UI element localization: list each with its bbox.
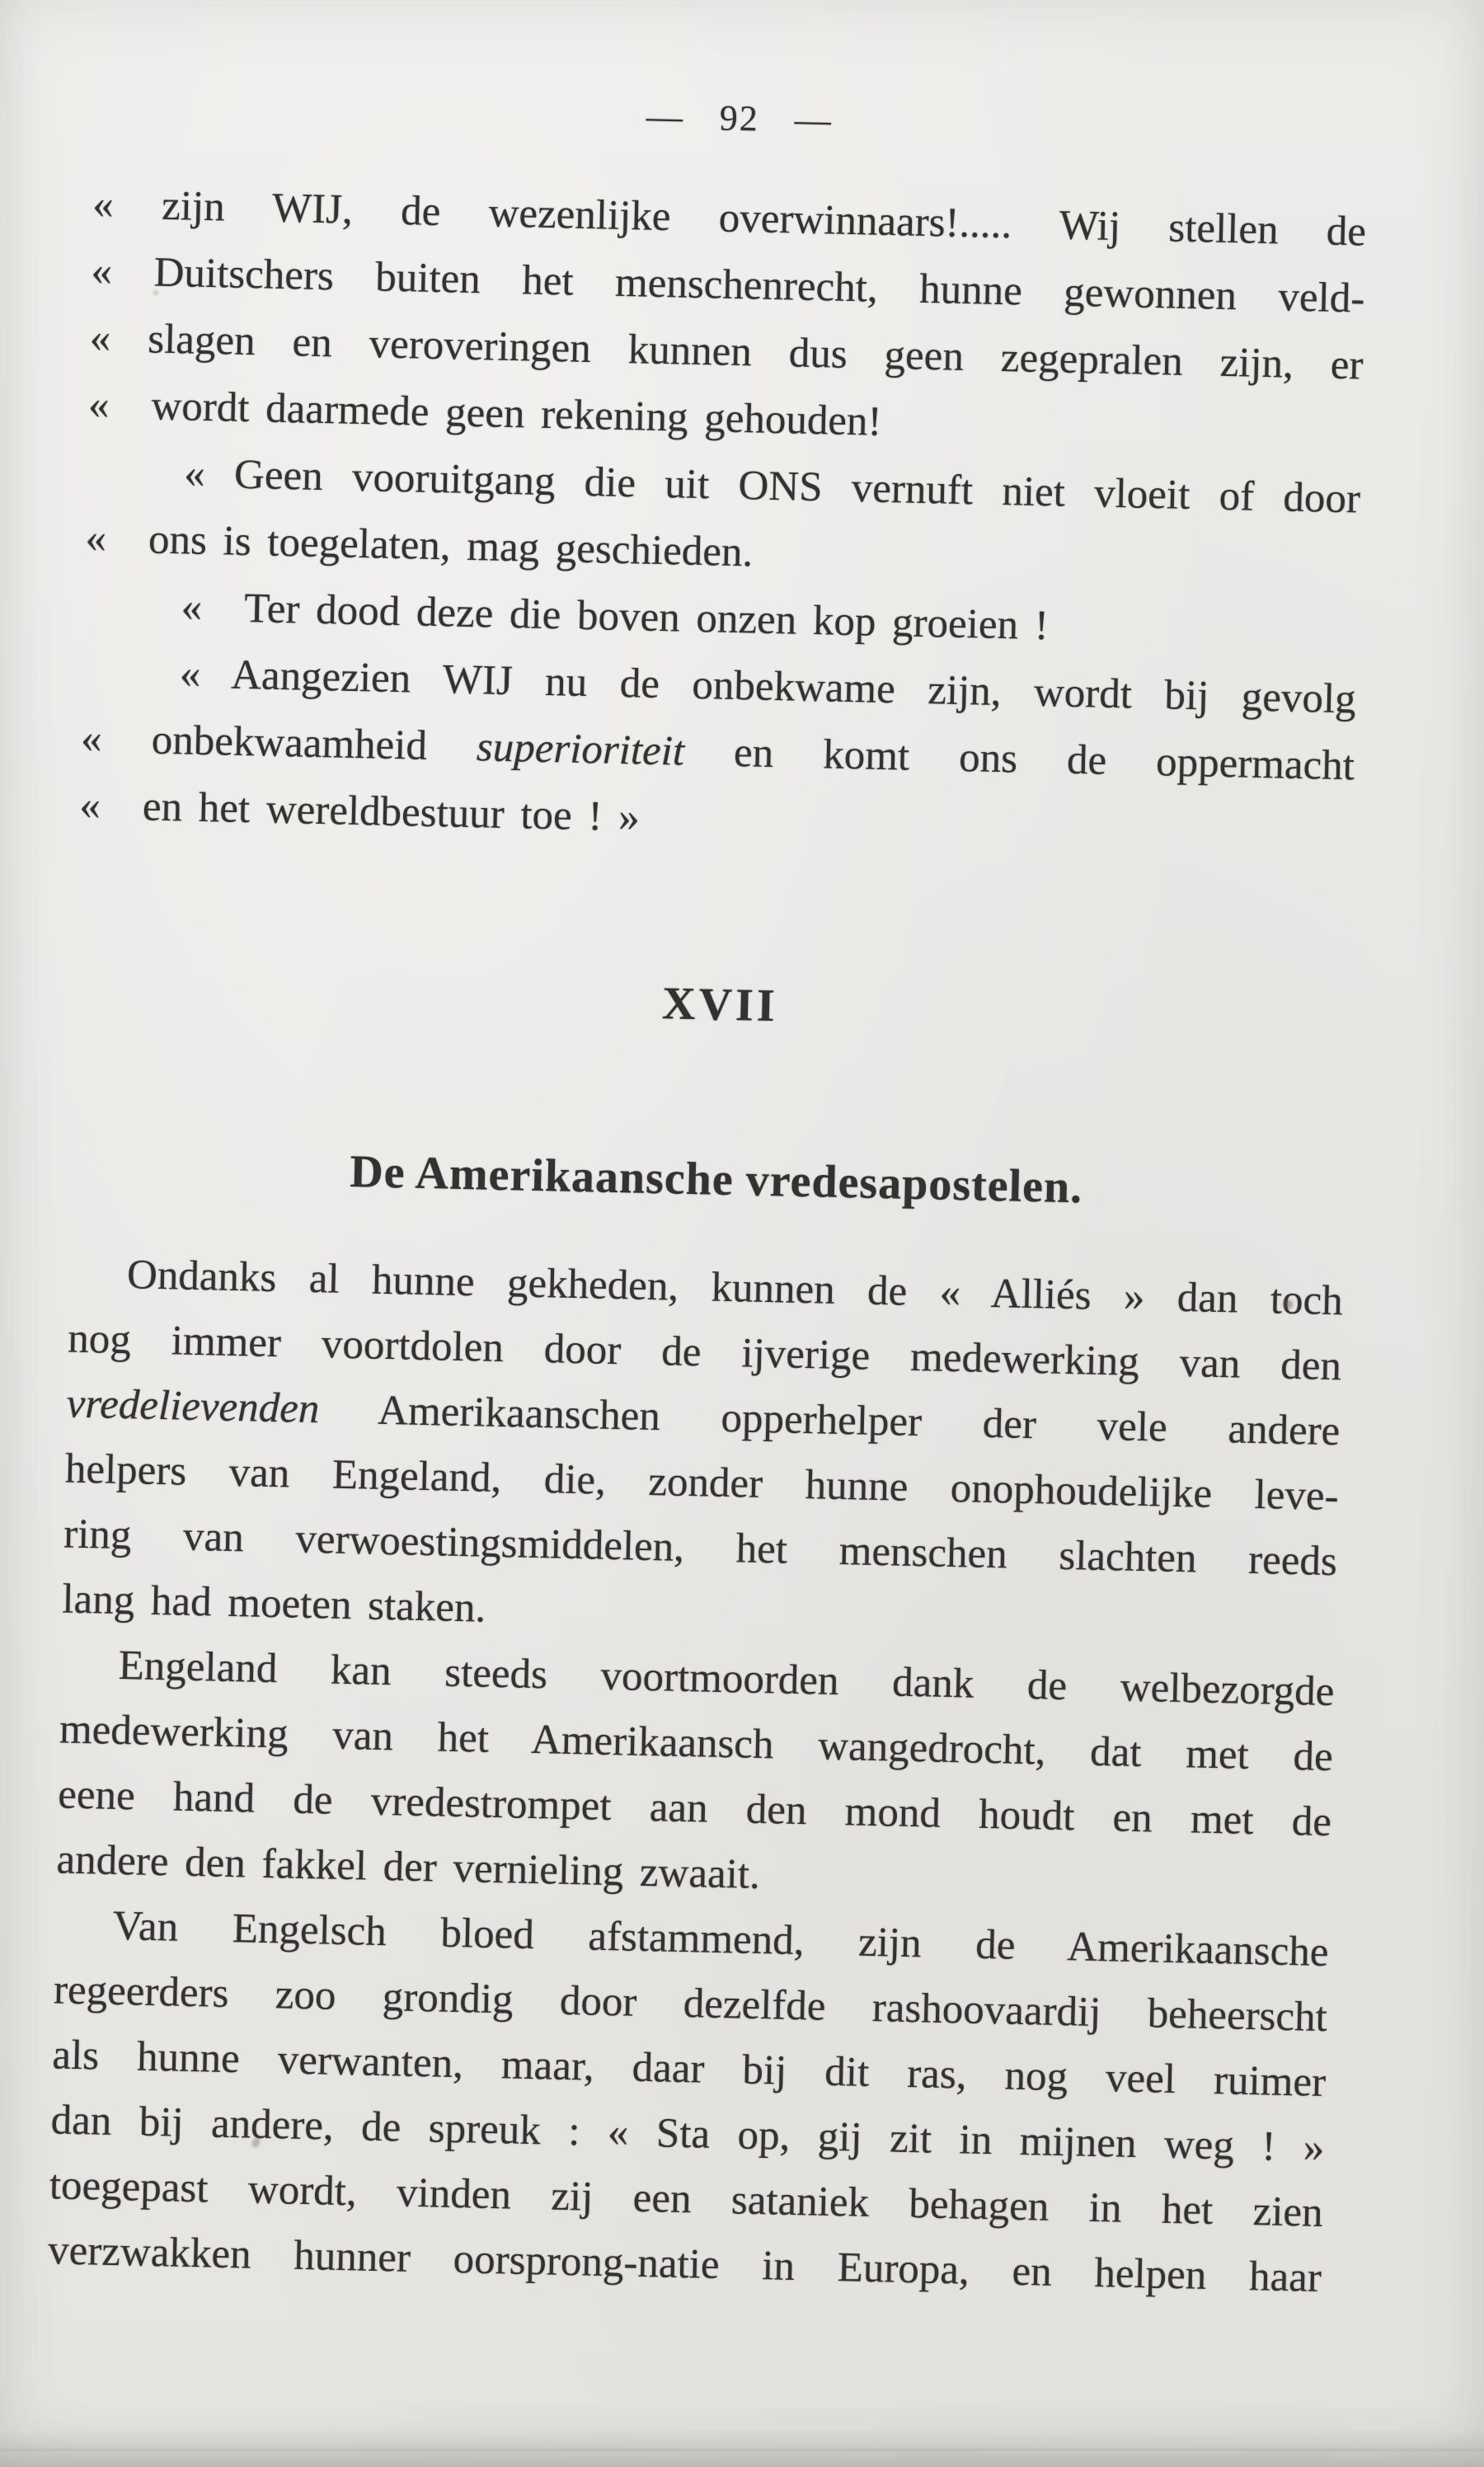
page-number: — 92 — [646, 96, 834, 141]
scan-edge-line [0, 2449, 1484, 2451]
paper-speck [153, 290, 158, 295]
text-segment: helpers van Engeland, die, zonder hunne onophoudelijke leve- [64, 1445, 1340, 1520]
text-segment: « slagen en veroveringen kunnen dus geen zegepralen zijn, er [89, 314, 1364, 389]
text-segment: « onbekwaamheid [80, 715, 477, 771]
body-text [47, 1242, 1343, 2311]
quote-block [79, 172, 1367, 867]
text-segment: Engeland kan steeds voortmoorden dank de welbezorgde [118, 1642, 1336, 1716]
section-heading: XVII [661, 978, 779, 1032]
text-segment-italic: vredelievenden [66, 1380, 320, 1433]
text-segment: Van Engelsch bloed afstammend, zijn de Amerikaansche [112, 1902, 1330, 1976]
paper-speck [1283, 1299, 1293, 1309]
chapter-title: De Amerikaansche vredesapostelen. [349, 1145, 1083, 1214]
text-segment: Amerikaanschen opperhelper der vele andere [318, 1386, 1341, 1455]
text-segment: regeerders zoo grondig door dezelfde rashoovaardij beheerscht [53, 1967, 1328, 2042]
text-segment: dan bij andere, de spreuk : « Sta op, gij zit in mijnen weg ! » [50, 2097, 1325, 2172]
text-segment: « Ter dood deze die boven onzen kop groeien ! [181, 584, 1050, 650]
text-segment: « en het wereldbestuur toe ! » [78, 782, 641, 841]
text-segment: « wordt daarmede geen rekening gehouden! [87, 381, 883, 445]
text-segment: Ondanks al hunne gekheden, kunnen de « Alliés » dan toch [126, 1252, 1344, 1325]
text-segment: « ons is toegelaten, mag geschieden. [84, 515, 754, 576]
text-segment: eene hand de vredestrompet aan den mond houdt en met de [57, 1771, 1332, 1846]
page-bottom-shadow [0, 2429, 1484, 2467]
text-segment: en komt ons de oppermacht [683, 728, 1355, 790]
text-segment: « Aangezien WIJ nu de onbekwame zijn, wordt bij gevolg [179, 651, 1357, 723]
text-segment-italic: superioriteit [476, 724, 685, 775]
text-segment: « zijn WIJ, de wezenlijke overwinnaars!..... Wij stellen de [92, 181, 1367, 256]
text-segment: als hunne verwanten, maar, daar bij dit ras, nog veel ruimer [51, 2032, 1327, 2107]
text-segment: medewerking van het Amerikaansch wangedrocht, dat met de [59, 1706, 1334, 1781]
text-segment: « Duitschers buiten het menschenrecht, hunne gewonnen veld- [91, 247, 1365, 322]
text-segment: « Geen vooruitgang die uit ONS vernuft niet vloeit of door [183, 450, 1361, 523]
text-segment: verzwakken hunner oorsprong-natie in Europa, en helpen haar [47, 2227, 1322, 2301]
text-segment: toegepast wordt, vinden zij een sataniek behagen in het zien [49, 2162, 1324, 2237]
text-segment: lang had moeten staken. [61, 1576, 486, 1632]
text-segment: ring van verwoestingsmiddelen, het menschen slachten reeds [63, 1511, 1338, 1586]
text-segment: nog immer voortdolen door de ijverige medewerking van den [67, 1315, 1342, 1390]
text-segment: andere den fakkel der vernieling zwaait. [55, 1836, 761, 1899]
